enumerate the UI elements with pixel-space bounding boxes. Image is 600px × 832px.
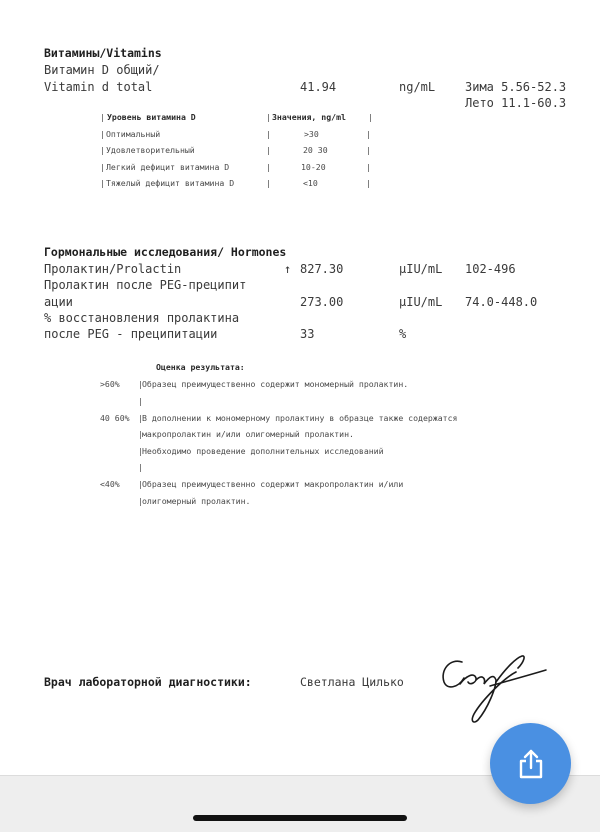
band-label: >60% bbox=[100, 379, 120, 389]
table-cell-value: 10-20 bbox=[301, 161, 326, 172]
peg-name-line1: Пролактин после PEG-преципит bbox=[44, 278, 247, 292]
share-button[interactable] bbox=[490, 723, 571, 804]
vitamin-d-name-line2: Vitamin d total bbox=[44, 80, 153, 94]
table-header-level: Уровень витамина D bbox=[107, 112, 196, 122]
vitamin-d-ref-winter: Зима 5.56-52.3 bbox=[465, 80, 567, 94]
table-header-value: Значения, ng/ml bbox=[272, 112, 346, 122]
table-cell-level: Тяжелый дефицит витамина D bbox=[106, 178, 235, 188]
recovery-name-line1: % восстановления пролактина bbox=[44, 311, 240, 325]
vitamin-d-ref-summer: Лето 11.1-60.3 bbox=[465, 96, 567, 110]
vitamin-d-unit: ng/mL bbox=[399, 80, 436, 94]
recovery-name-line2: после PEG - преципитации bbox=[44, 327, 218, 341]
band-text: олигомерный пролактин. bbox=[142, 496, 251, 506]
prolactin-unit: µIU/mL bbox=[399, 262, 443, 276]
table-cell-value: <10 bbox=[303, 178, 318, 188]
prolactin-name: Пролактин/Prolactin bbox=[44, 262, 182, 276]
band-label: 40 60% bbox=[100, 413, 130, 423]
vitamins-heading: Витамины/Vitamins bbox=[44, 46, 162, 60]
peg-ref: 74.0-448.0 bbox=[465, 295, 538, 309]
table-cell-value: >30 bbox=[304, 128, 319, 139]
table-cell-level: Удовлетворительный bbox=[106, 145, 195, 155]
band-text: Образец преимущественно содержит мономерный пролактин. bbox=[142, 379, 409, 389]
doctor-name: Светлана Цилько bbox=[300, 675, 404, 689]
peg-name-line2: ации bbox=[44, 295, 73, 309]
hormones-heading: Гормональные исследования/ Hormones bbox=[44, 245, 287, 259]
recovery-unit: % bbox=[399, 327, 407, 341]
table-cell-level: Легкий дефицит витамина D bbox=[106, 161, 230, 172]
band-text: Образец преимущественно содержит макропролактин и/или bbox=[142, 479, 404, 489]
table-cell-level: Оптимальный bbox=[106, 128, 161, 139]
band-label: <40% bbox=[100, 479, 120, 489]
evaluation-title: Оценка результата: bbox=[156, 362, 245, 372]
peg-unit: µIU/mL bbox=[399, 295, 443, 309]
share-icon bbox=[516, 748, 546, 780]
table-cell-value: 20 30 bbox=[303, 145, 328, 155]
vitamin-d-value: 41.94 bbox=[300, 80, 337, 94]
doctor-label: Врач лабораторной диагностики: bbox=[44, 675, 252, 689]
band-text: В дополнении к мономерному пролактину в образце также содержатся bbox=[142, 413, 458, 423]
band-text: Необходимо проведение дополнительных исследований bbox=[142, 446, 384, 456]
prolactin-high-flag: ↑ bbox=[284, 262, 292, 276]
prolactin-ref: 102-496 bbox=[465, 262, 516, 276]
band-text: макропролактин и/или олигомерный пролактин. bbox=[142, 429, 354, 439]
prolactin-value: 827.30 bbox=[300, 262, 344, 276]
vitamin-d-name-line1: Витамин D общий/ bbox=[44, 63, 160, 77]
peg-value: 273.00 bbox=[300, 295, 344, 309]
home-indicator[interactable] bbox=[193, 815, 407, 821]
signature-mark bbox=[430, 648, 550, 728]
recovery-value: 33 bbox=[300, 327, 315, 341]
